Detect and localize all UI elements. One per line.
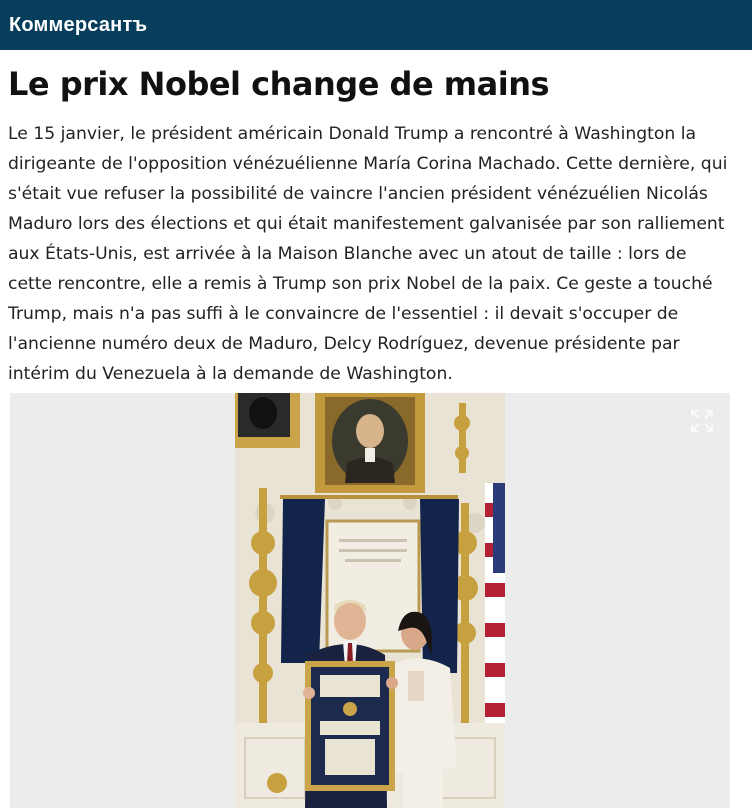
article-photo-container [10, 393, 730, 808]
article-paragraph: Le 15 janvier, le président américain Donald Trump a rencontré à Washington la dirigeante de l'opposition vénézuélienne María Corina Machado. Cette dernière, qui s'était vue refuser la possibilité de vaincre l'ancien président vénézuélien Nicolás Maduro lors des élections et qui était manifestement galvanisée par son ralliement aux États-Unis, est arrivée à la Maison Blanche avec un atout de taille : lors de cette rencontre, elle a remis à Trump son prix Nobel de la paix. Ce geste a touché Trump, mais n'a pas suffi à le convaincre de l'essentiel : il devait s'occuper de l'ancienne numéro deux de Maduro, Delcy Rodríguez, devenue présidente par intérim du Venezuela à la demande de Washington. [8, 124, 728, 384]
site-header [0, 0, 752, 50]
site-logo[interactable]: Коммерсантъ [9, 13, 148, 36]
article-photo[interactable] [235, 393, 505, 808]
article-headline: Le prix Nobel change de mains [8, 65, 550, 103]
expand-icon[interactable] [690, 409, 714, 433]
